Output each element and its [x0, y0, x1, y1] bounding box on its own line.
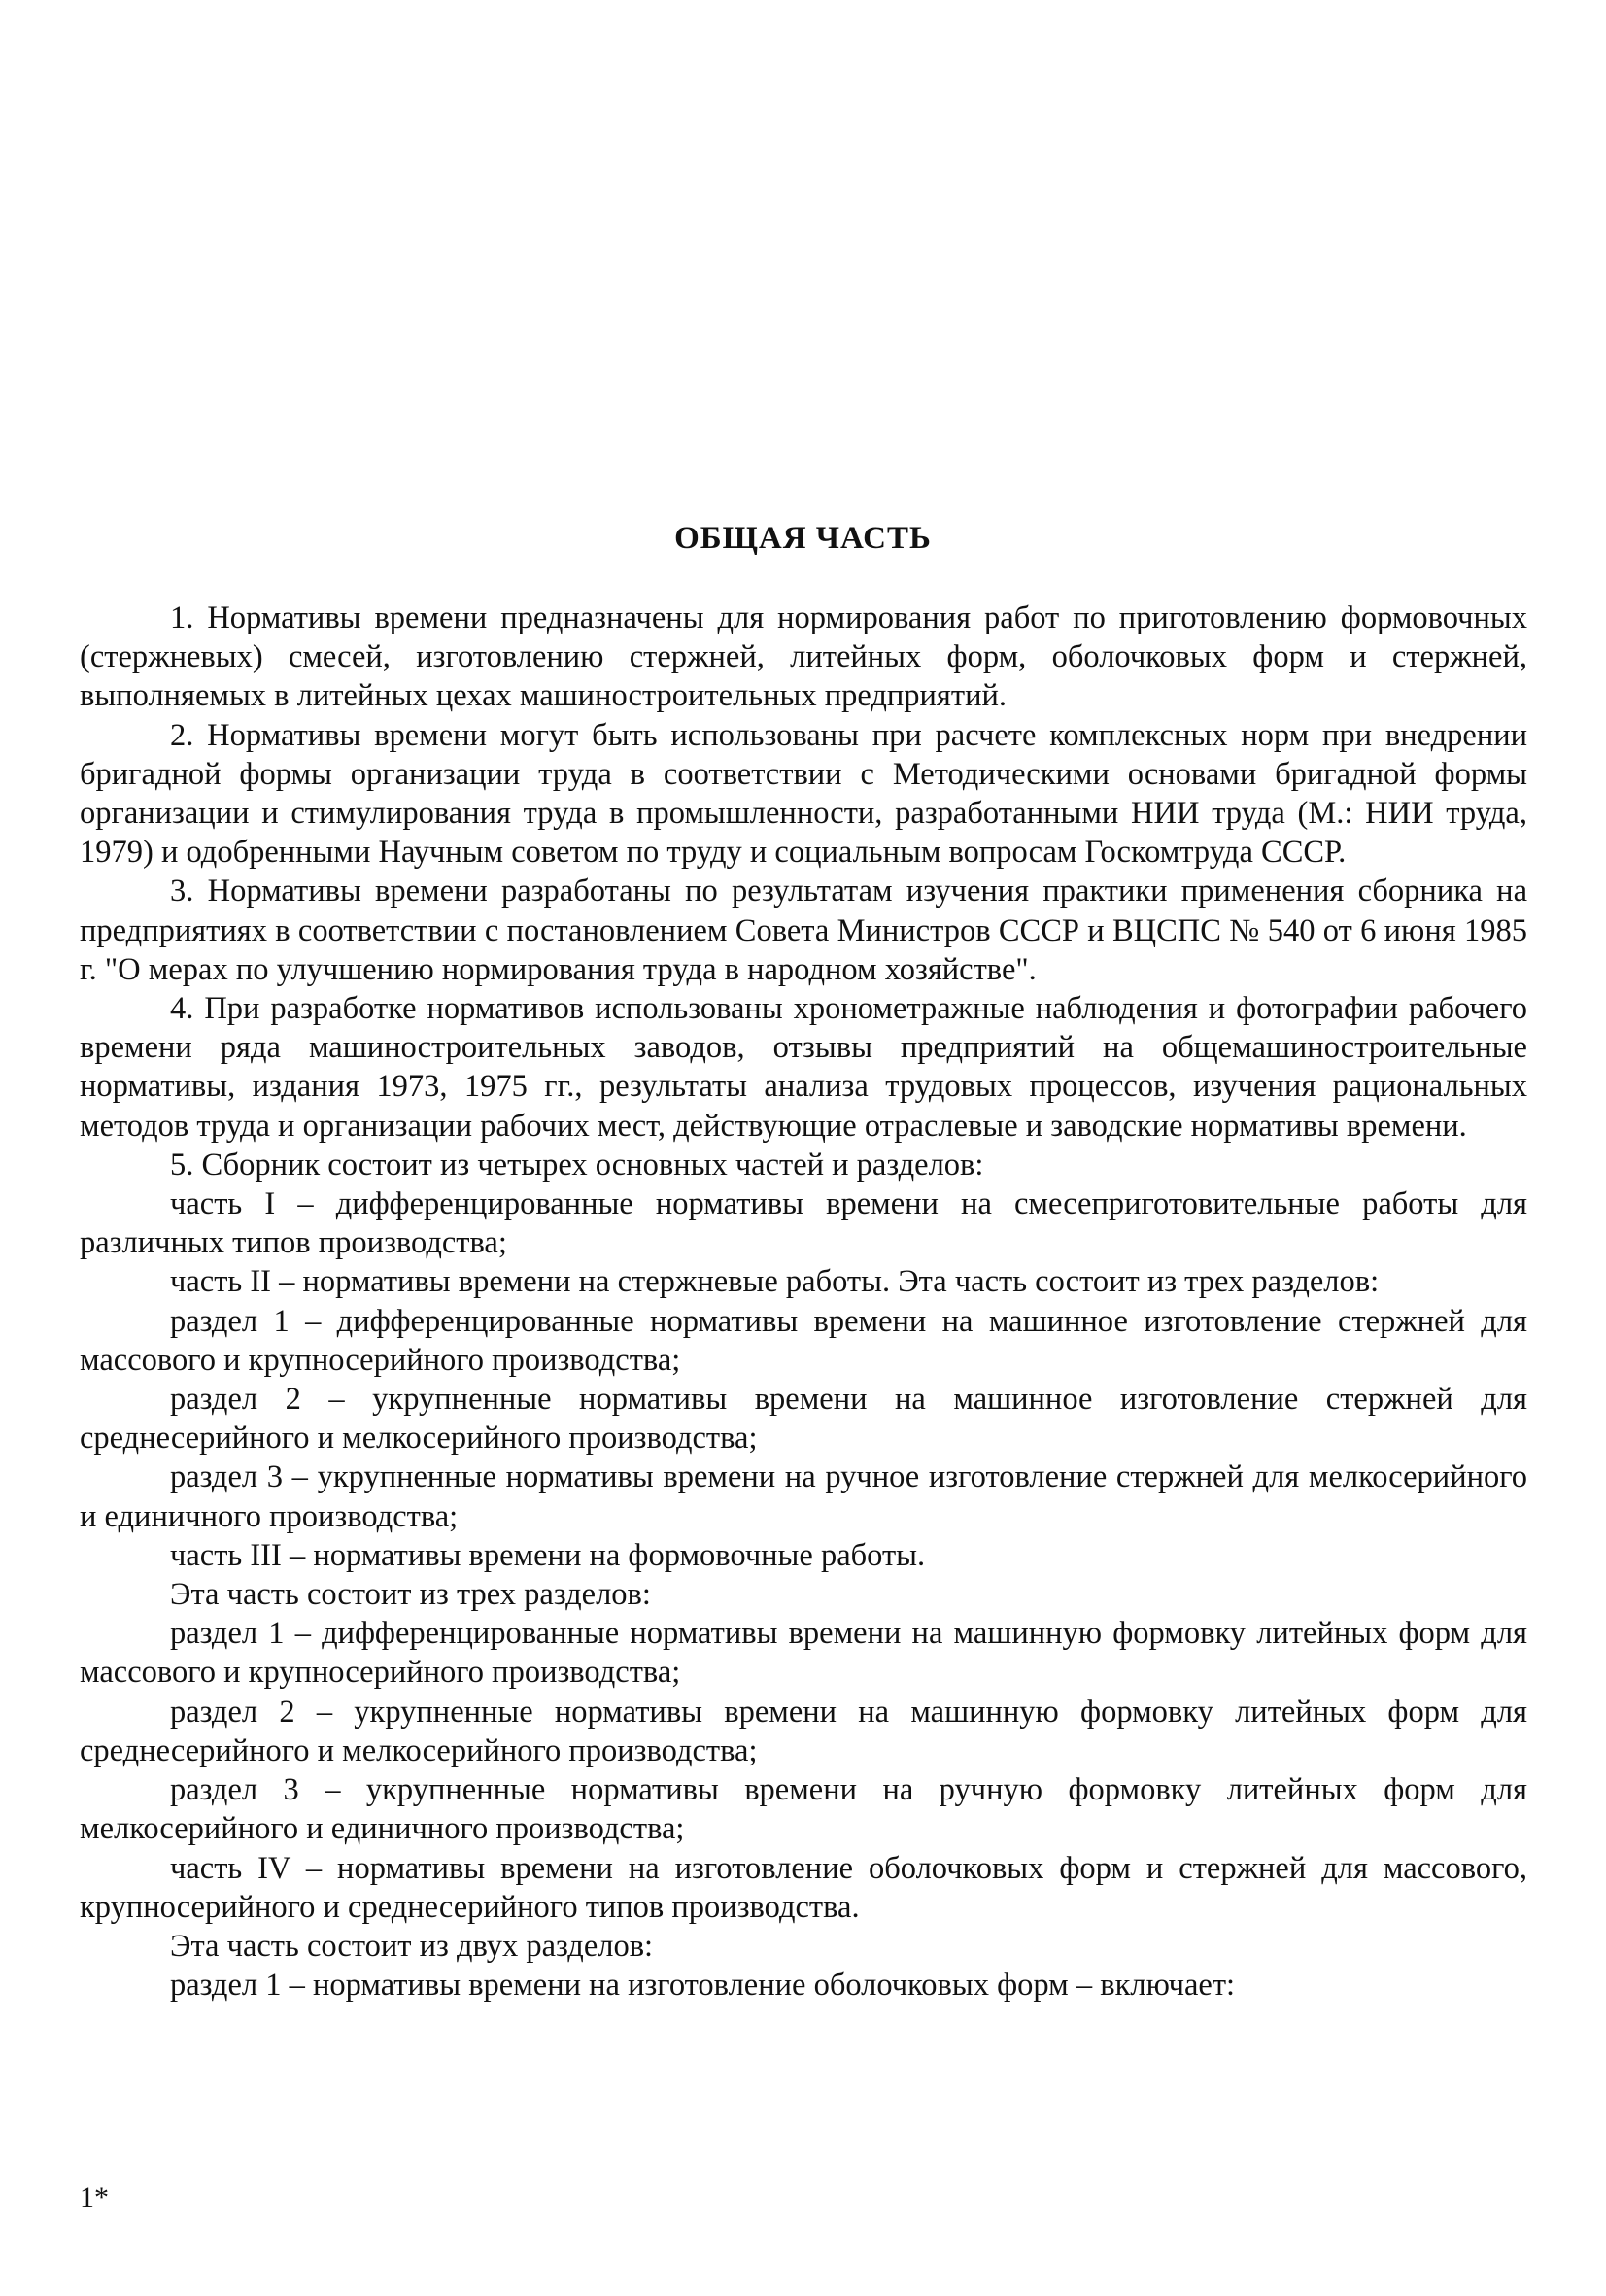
- paragraph: Эта часть состоит из двух разделов:: [170, 1928, 654, 1964]
- paragraph: часть I – дифференцированные нормативы времени на смесеприготовительные работы для различных типов производства;: [80, 1186, 1527, 1261]
- paragraph: часть III – нормативы времени на формовочные работы.: [170, 1537, 926, 1573]
- paragraph: 2. Нормативы времени могут быть использованы при расчете комплексных норм при внедрении бригадной формы организации труда в соответствии с Методическими основами бригадной формы организации и стимулирования труда в промышленности, разработанными НИИ труда (М.: НИИ труда, 1979) и одобренными Научным советом по труду и социальным вопросам Госкомтруда СССР.: [80, 717, 1527, 871]
- paragraph: раздел 1 – дифференцированные нормативы времени на машинное изготовление стержней для массового и крупносерийного производства;: [80, 1303, 1527, 1378]
- paragraph: раздел 1 – нормативы времени на изготовление оболочковых форм – включает:: [170, 1968, 1236, 2004]
- document-body: [80, 599, 1527, 2005]
- page-footer-mark: 1*: [80, 2181, 109, 2213]
- paragraph: раздел 3 – укрупненные нормативы времени на ручную формовку литейных форм для мелкосерийного и единичного производства;: [80, 1772, 1527, 1847]
- page-title: ОБЩАЯ ЧАСТЬ: [674, 521, 932, 556]
- paragraph: раздел 1 – дифференцированные нормативы времени на машинную формовку литейных форм для массового и крупносерийного производства;: [80, 1616, 1527, 1691]
- paragraph: раздел 3 – укрупненные нормативы времени на ручное изготовление стержней для мелкосерийного и единичного производства;: [80, 1459, 1527, 1534]
- paragraph: раздел 2 – укрупненные нормативы времени на машинное изготовление стержней для среднесерийного и мелкосерийного производства;: [80, 1382, 1527, 1456]
- paragraph: часть IV – нормативы времени на изготовление оболочковых форм и стержней для массового, крупносерийного и среднесерийного типов производства.: [80, 1850, 1527, 1925]
- paragraph: раздел 2 – укрупненные нормативы времени на машинную формовку литейных форм для среднесерийного и мелкосерийного производства;: [80, 1694, 1527, 1768]
- paragraph: часть II – нормативы времени на стержневые работы. Эта часть состоит из трех разделов:: [170, 1264, 1380, 1300]
- paragraph: Эта часть состоит из трех разделов:: [170, 1577, 651, 1613]
- paragraph: 5. Сборник состоит из четырех основных частей и разделов:: [170, 1147, 984, 1182]
- paragraph: 4. При разработке нормативов использованы хронометражные наблюдения и фотографии рабочего времени ряда машиностроительных заводов, отзывы предприятий на общемашиностроительные нормативы, издания 1973, 1975 гг., результаты анализа трудовых процессов, изучения рациональных методов труда и организации рабочих мест, действующие отраслевые и заводские нормативы времени.: [80, 991, 1527, 1144]
- paragraph: 3. Нормативы времени разработаны по результатам изучения практики применения сборника на предприятиях в соответствии с постановлением Совета Министров СССР и ВЦСПС № 540 от 6 июня 1985 г. "О мерах по улучшению нормирования труда в народном хозяйстве".: [80, 874, 1527, 987]
- paragraph: 1. Нормативы времени предназначены для нормирования работ по приготовлению формовочных (стержневых) смесей, изготовлению стержней, литейных форм, оболочковых форм и стержней, выполняемых в литейных цехах машиностроительных предприятий.: [80, 600, 1527, 714]
